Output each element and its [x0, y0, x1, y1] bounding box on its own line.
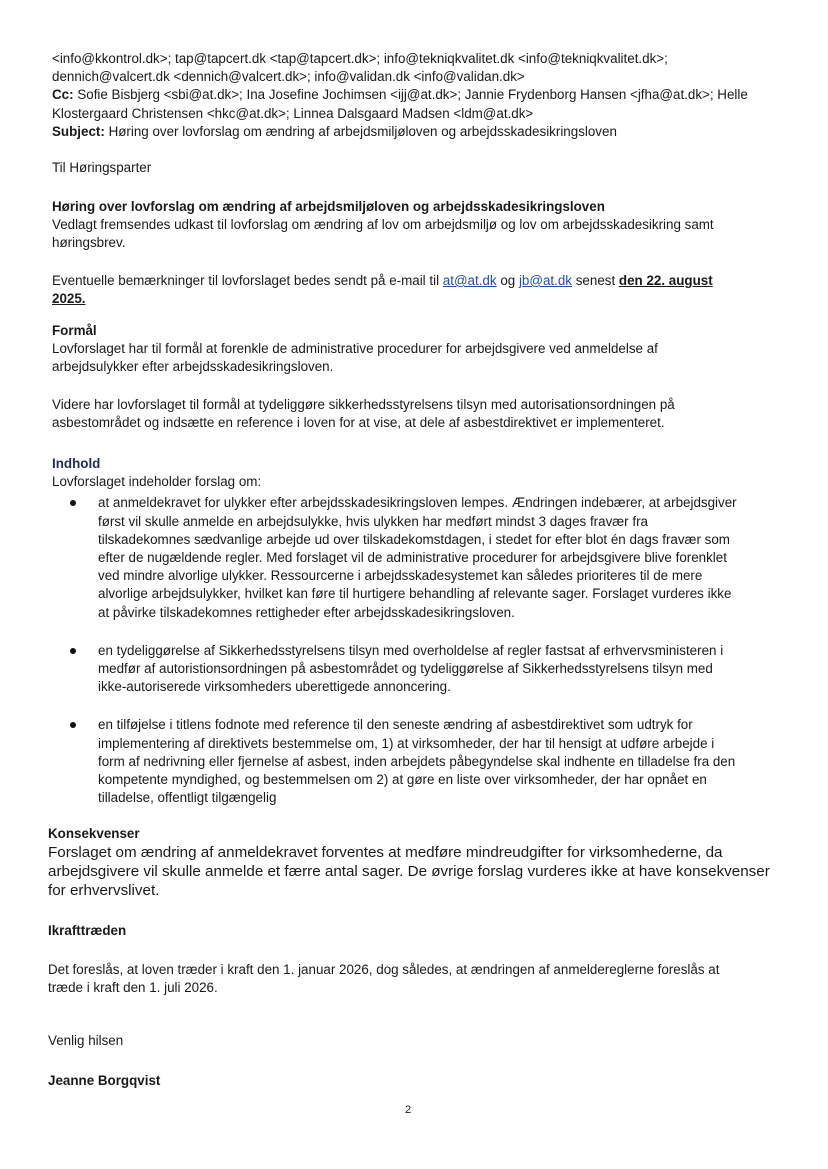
ikrafttraeden-text: træde i kraft den 1. juli 2026. — [48, 980, 218, 996]
remarks-paragraph — [52, 272, 792, 308]
letter-title: Høring over lovforslag om ændring af arbejdsmiljøloven og arbejdsskadesikringsloven — [52, 199, 605, 214]
greeting: Til Høringsparter — [52, 160, 152, 175]
list-item: en tydeliggørelse af Sikkerhedsstyrelsens tilsyn med overholdelse af regler fastsat af erhvervsministeren i medfør af autoristionsordningen på asbestområdet og tydeliggørelse af Sikkerhedsstyrelsens tilsyn med ikke-autoriserede virksomheders uberettigede annoncering. — [46, 642, 792, 697]
konsekvenser-section — [48, 825, 808, 900]
intro-section — [52, 198, 792, 253]
email-link-jb[interactable]: jb@at.dk — [518, 273, 572, 288]
intro-text: høringsbrev. — [52, 235, 126, 251]
ikrafttraeden-section — [48, 922, 808, 998]
formaal-text: arbejdsulykker efter arbejdsskadesikringsloven. — [52, 359, 334, 375]
email-header — [52, 50, 792, 141]
bullet-list — [46, 494, 792, 807]
bullet-dot — [70, 500, 76, 506]
remarks-prefix: Eventuelle bemærkninger til lovforslaget bedes sendt på e-mail til — [52, 273, 440, 288]
deadline: den 22. august — [618, 273, 713, 288]
email-link-at[interactable]: at@at.dk — [442, 273, 497, 288]
formaal-text: Lovforslaget har til formål at forenkle de administrative procedurer for arbejdsgivere ved anmeldelse af — [52, 341, 658, 357]
cc-recipients-cont: Klostergaard Christensen <hkc@at.dk>; Linnea Dalsgaard Madsen <ldm@at.dk> — [52, 105, 534, 121]
cc-recipients: Sofie Bisbjerg <sbi@at.dk>; Ina Josefine Jochimsen <ijj@at.dk>; Jannie Frydenborg Hansen <jfha@at.dk>; Helle — [77, 87, 748, 103]
ikrafttraeden-heading: Ikrafttræden — [48, 923, 127, 938]
bullet-dot — [70, 722, 76, 728]
closing: Venlig hilsen — [48, 1033, 124, 1048]
cc-label: Cc: — [52, 87, 74, 103]
subject-text: Høring over lovforslag om ændring af arbejdsmiljøloven og arbejdsskadesikringsloven — [108, 123, 617, 139]
signature: Jeanne Borgqvist — [48, 1073, 161, 1088]
ikrafttraeden-text: Det foreslås, at loven træder i kraft den 1. januar 2026, dog således, at ændringen af anmeldereglerne foreslås at — [48, 962, 720, 978]
formaal-text: asbestområdet og indsætte en reference i loven for at vise, at dele af asbestdirektivet er implementeret. — [52, 414, 665, 430]
indhold-heading: Indhold — [52, 456, 101, 471]
list-item: en tilføjelse i titlens fodnote med reference til den seneste ændring af asbestdirektivet som udtryk for implementering af direktivets bestemmelse om, 1) at virksomheder, der har til hensigt at udføre arbejde i form af nedrivning eller fjernelse af asbest, inden arbejdets påbegyndelse skal indhente en tilladelse fra den kompetente myndighed, og bestemmelsen om 2) at gøre en liste over virksomheder, der har opnået en tilladelse, offentligt tilgængelig — [46, 716, 792, 807]
indhold-intro: Lovforslaget indeholder forslag om: — [52, 474, 262, 490]
page-number: 2 — [405, 1104, 412, 1116]
to-recipients-line: <info@kkontrol.dk>; tap@tapcert.dk <tap@tapcert.dk>; info@tekniqkvalitet.dk <info@tekniqkvalitet.dk>; — [52, 51, 668, 66]
remarks-and: og — [500, 273, 516, 288]
to-recipients-line: dennich@valcert.dk <dennich@valcert.dk>; info@validan.dk <info@validan.dk> — [52, 69, 525, 85]
konsekvenser-text: arbejdsgivere vil skulle anmelde et færre antal sager. De øvrige forslag vurderes ikke at have konsekvenser — [48, 863, 770, 881]
konsekvenser-text: for erhvervslivet. — [48, 882, 160, 900]
subject-line — [52, 123, 792, 141]
intro-text: Vedlagt fremsendes udkast til lovforslag om ændring af lov om arbejdsmiljø og lov om arbejdsskadesikring samt — [52, 217, 714, 233]
formaal-text: Videre har lovforslaget til formål at tydeliggøre sikkerhedsstyrelsens tilsyn med autorisationsordningen på — [52, 396, 675, 412]
subject-label: Subject: — [52, 123, 105, 139]
bullet-dot — [70, 648, 76, 654]
indhold-section — [52, 455, 792, 807]
konsekvenser-heading: Konsekvenser — [48, 826, 140, 841]
list-item: at anmeldekravet for ulykker efter arbejdsskadesikringsloven lempes. Ændringen indebærer, at arbejdsgiver først vil skulle anmelde en arbejdsulykke, hvis ulykken har medført mindst 3 dages fravær fra tilskadekomnes sædvanlige arbejde ud over tilskadekomstdagen, i stedet for efter blot én dags fravær som efter de nugældende regler. Med forslaget vil de administrative procedurer for arbejdsgivere blive forenklet ved mindre alvorlige ulykker. Ressourcerne i arbejdsskadesystemet kan således prioriteres til de mere alvorlige arbejdsulykker, hvilket kan føre til hurtigere behandling af relevante sager. Forslaget vurderes ikke at påvirke tilskadekomnes rettigheder efter arbejdsskadesikringsloven. — [46, 494, 792, 621]
konsekvenser-text: Forslaget om ændring af anmeldekravet forventes at medføre mindreudgifter for virksomhederne, da — [48, 844, 723, 862]
formaal-heading: Formål — [52, 323, 97, 338]
deadline-year: 2025. — [52, 291, 86, 307]
cc-line — [52, 86, 792, 104]
remarks-suffix: senest — [575, 273, 616, 288]
formaal-section — [52, 322, 792, 432]
